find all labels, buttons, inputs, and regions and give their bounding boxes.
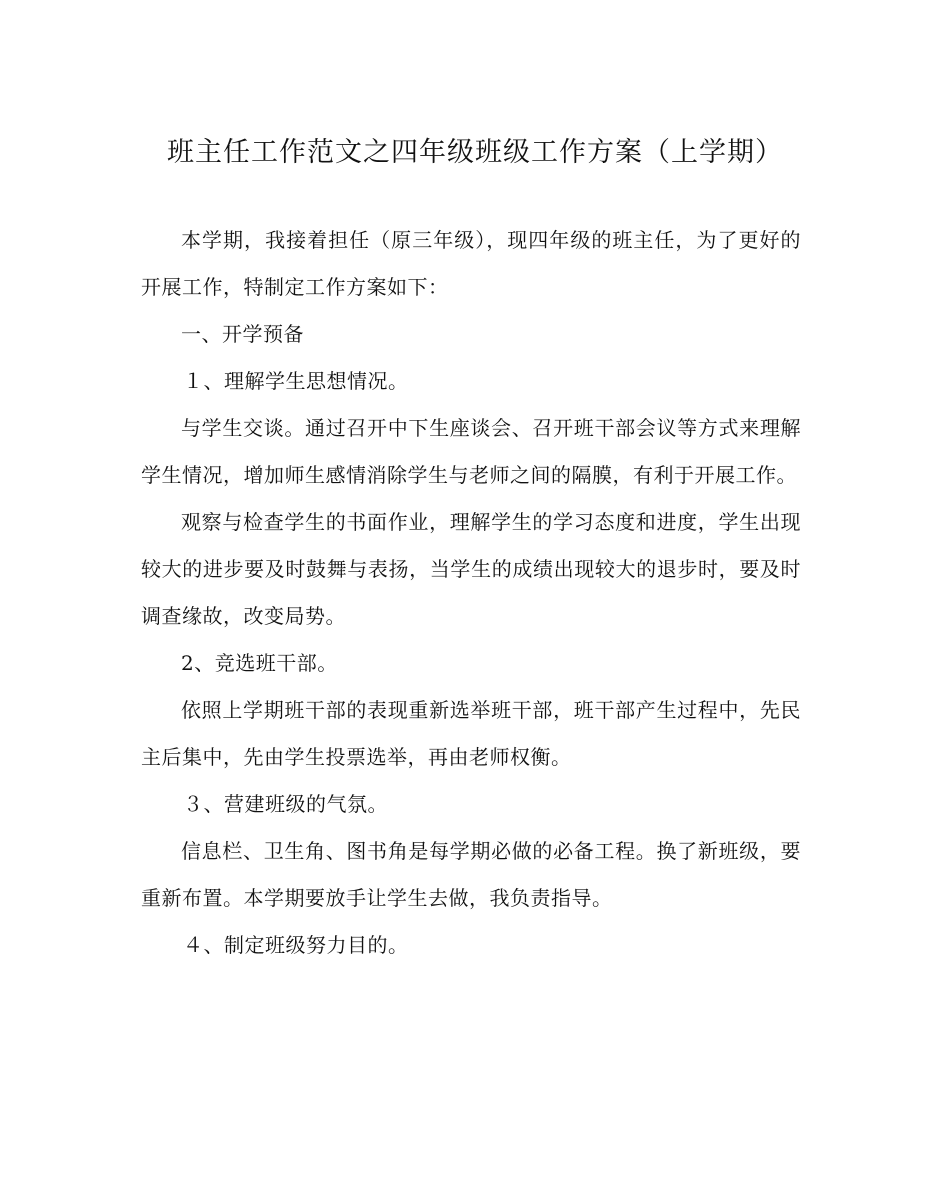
paragraph-observation: 观察与检查学生的书面作业，理解学生的学习态度和进度，学生出现较大的进步要及时鼓舞与表扬，当学生的成绩出现较大的退步时，要及时调查缘故，改变局势。 (141, 510, 801, 628)
section-heading-preparation: 一、开学预备 (181, 322, 304, 346)
paragraph-communication: 与学生交谈。通过召开中下生座谈会、召开班干部会议等方式来理解学生情况，增加师生感情消除学生与老师之间的隔膜，有利于开展工作。 (141, 416, 801, 487)
paragraph-atmosphere: 信息栏、卫生角、图书角是每学期必做的必备工程。换了新班级，要重新布置。本学期要放手让学生去做，我负责指导。 (141, 839, 801, 910)
document-body (141, 217, 801, 969)
item-heading-2: 2、竞选班干部。 (181, 651, 338, 675)
item-heading-1: １、理解学生思想情况。 (183, 369, 409, 393)
paragraph-intro: 本学期，我接着担任（原三年级），现四年级的班主任，为了更好的开展工作，特制定工作方案如下： (141, 228, 801, 299)
document-title: 班主任工作范文之四年级班级工作方案（上学期） (167, 137, 783, 168)
item-heading-4: ４、制定班级努力目的。 (183, 933, 409, 957)
item-heading-3: ３、营建班级的气氛。 (183, 792, 388, 816)
paragraph-election: 依照上学期班干部的表现重新选举班干部，班干部产生过程中，先民主后集中，先由学生投票选举，再由老师权衡。 (141, 698, 801, 769)
